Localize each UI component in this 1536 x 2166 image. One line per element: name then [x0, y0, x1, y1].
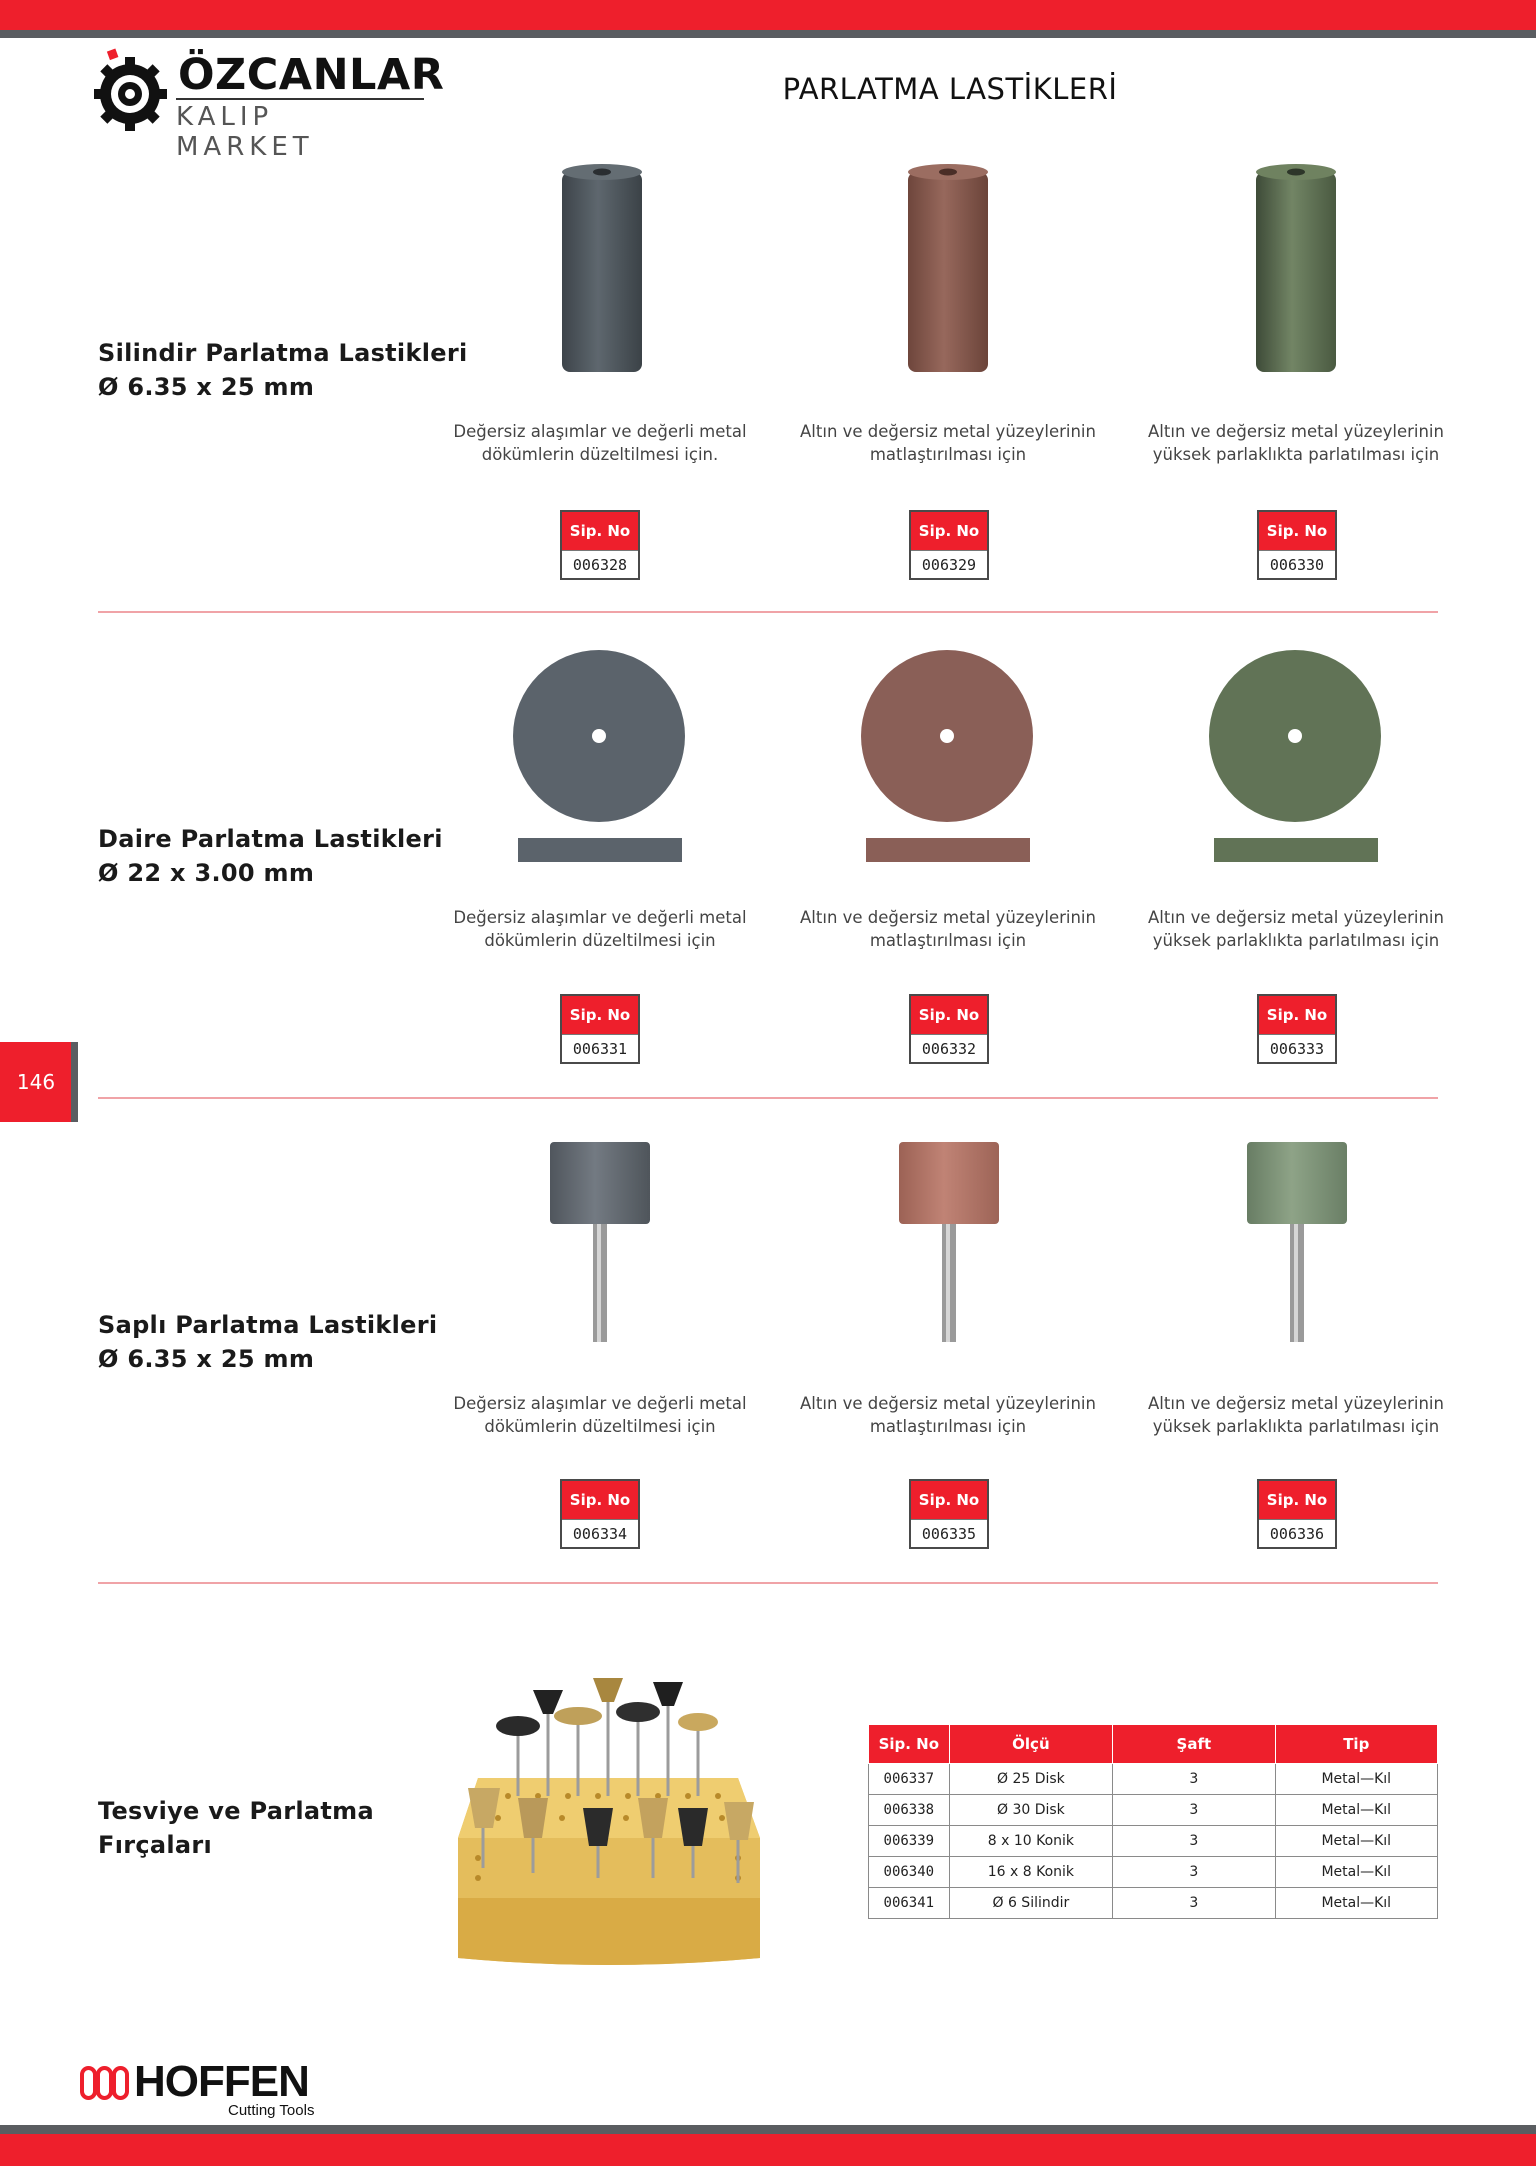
desc-line1: Altın ve değersiz metal yüzeylerinin [1148, 1394, 1444, 1413]
brush-spec-table [868, 1724, 1438, 1919]
cylinder-image-brown [906, 162, 990, 380]
desc-line1: Altın ve değersiz metal yüzeylerinin [800, 1394, 1096, 1413]
mounted-point-image-green [1245, 1138, 1349, 1344]
desc-line2: matlaştırılması için [869, 445, 1027, 464]
top-grey-bar [0, 30, 1536, 38]
product-description [440, 906, 760, 952]
table-cell: 006341 [869, 1888, 950, 1919]
table-cell: 006340 [869, 1857, 950, 1888]
order-label: Sip. No [1259, 512, 1335, 550]
table-cell: Metal—Kıl [1275, 1888, 1437, 1919]
column-header: Ölçü [949, 1725, 1113, 1764]
order-label: Sip. No [562, 512, 638, 550]
disk-image-grey [512, 648, 688, 864]
section-title-line2: Ø 22 x 3.00 mm [98, 859, 315, 887]
table-row [869, 1795, 1438, 1826]
page-number-tab [0, 1042, 78, 1122]
section-divider [98, 1582, 1438, 1584]
column-header: Şaft [1113, 1725, 1275, 1764]
order-number: 006333 [1259, 1034, 1335, 1063]
section-title-cylinder [98, 336, 467, 404]
table-cell: Ø 30 Disk [949, 1795, 1113, 1826]
order-number-box [1257, 1479, 1337, 1549]
page-tab-edge [71, 1042, 78, 1122]
product-description [788, 906, 1108, 952]
order-number: 006328 [562, 550, 638, 579]
product-description [440, 1392, 760, 1438]
order-label: Sip. No [911, 1481, 987, 1519]
order-number-box [560, 510, 640, 580]
product-description [440, 420, 760, 466]
table-header-row [869, 1725, 1438, 1764]
desc-line2: dökümlerin düzeltilmesi için. [481, 445, 719, 464]
desc-line2: matlaştırılması için [869, 1417, 1027, 1436]
table-row [869, 1857, 1438, 1888]
mounted-point-image-brown [897, 1138, 1001, 1344]
section-title-line1: Daire Parlatma Lastikleri [98, 825, 443, 853]
table-cell: 006339 [869, 1826, 950, 1857]
hoffen-logo [80, 2058, 340, 2118]
table-cell: 3 [1113, 1826, 1275, 1857]
table-cell: 3 [1113, 1888, 1275, 1919]
hoffen-tagline: Cutting Tools [228, 2102, 315, 2119]
desc-line1: Değersiz alaşımlar ve değerli metal [453, 908, 747, 927]
desc-line1: Altın ve değersiz metal yüzeylerinin [1148, 422, 1444, 441]
order-number-box [560, 1479, 640, 1549]
desc-line1: Değersiz alaşımlar ve değerli metal [453, 1394, 747, 1413]
order-number-box [909, 994, 989, 1064]
product-description [1136, 420, 1456, 466]
brand-subtitle: KALIP MARKET [176, 98, 424, 162]
order-label: Sip. No [1259, 996, 1335, 1034]
brand-name: ÖZCANLAR [178, 50, 445, 100]
section-title-mounted [98, 1308, 437, 1376]
desc-line1: Altın ve değersiz metal yüzeylerinin [1148, 908, 1444, 927]
order-number-box [909, 510, 989, 580]
table-cell: Metal—Kıl [1275, 1795, 1437, 1826]
order-label: Sip. No [911, 512, 987, 550]
section-divider [98, 611, 1438, 613]
section-title-line1: Tesviye ve Parlatma [98, 1797, 374, 1825]
desc-line1: Altın ve değersiz metal yüzeylerinin [800, 908, 1096, 927]
section-title-line1: Silindir Parlatma Lastikleri [98, 339, 468, 367]
column-header: Sip. No [869, 1725, 950, 1764]
section-title-brushes [98, 1794, 374, 1862]
column-header: Tip [1275, 1725, 1437, 1764]
order-number: 006334 [562, 1519, 638, 1548]
product-description [1136, 906, 1456, 952]
order-number: 006329 [911, 550, 987, 579]
desc-line2: matlaştırılması için [869, 931, 1027, 950]
table-row [869, 1764, 1438, 1795]
section-title-disk [98, 822, 443, 890]
mounted-point-image-grey [548, 1138, 652, 1344]
table-cell: Metal—Kıl [1275, 1764, 1437, 1795]
order-number-box [1257, 994, 1337, 1064]
cylinder-image-green [1254, 162, 1338, 380]
bottom-red-bar [0, 2134, 1536, 2166]
brush-set-image [438, 1668, 778, 1974]
desc-line2: yüksek parlaklıkta parlatılması için [1152, 445, 1440, 464]
table-cell: 006338 [869, 1795, 950, 1826]
table-cell: Ø 6 Silindir [949, 1888, 1113, 1919]
desc-line2: dökümlerin düzeltilmesi için [484, 1417, 716, 1436]
desc-line2: yüksek parlaklıkta parlatılması için [1152, 931, 1440, 950]
order-number: 006332 [911, 1034, 987, 1063]
table-cell: 3 [1113, 1764, 1275, 1795]
table-cell: 006337 [869, 1764, 950, 1795]
table-cell: 8 x 10 Konik [949, 1826, 1113, 1857]
gear-icon [94, 48, 170, 132]
product-description [1136, 1392, 1456, 1438]
order-number: 006335 [911, 1519, 987, 1548]
desc-line2: yüksek parlaklıkta parlatılması için [1152, 1417, 1440, 1436]
top-red-bar [0, 0, 1536, 30]
section-title-line2: Fırçaları [98, 1831, 213, 1859]
table-row [869, 1826, 1438, 1857]
hoffen-wordmark: HOFFEN [134, 2057, 309, 2106]
order-label: Sip. No [1259, 1481, 1335, 1519]
section-title-line2: Ø 6.35 x 25 mm [98, 373, 315, 401]
order-number: 006330 [1259, 550, 1335, 579]
page-number: 146 [16, 1070, 56, 1094]
desc-line1: Altın ve değersiz metal yüzeylerinin [800, 422, 1096, 441]
hoffen-rings-icon [80, 2064, 132, 2104]
table-cell: 3 [1113, 1795, 1275, 1826]
desc-line2: dökümlerin düzeltilmesi için [484, 931, 716, 950]
order-label: Sip. No [562, 1481, 638, 1519]
section-title-line2: Ø 6.35 x 25 mm [98, 1345, 315, 1373]
order-number-box [560, 994, 640, 1064]
disk-image-brown [860, 648, 1036, 864]
order-number-box [1257, 510, 1337, 580]
section-title-line1: Saplı Parlatma Lastikleri [98, 1311, 438, 1339]
table-cell: 16 x 8 Konik [949, 1857, 1113, 1888]
cylinder-image-grey [560, 162, 644, 380]
section-divider [98, 1097, 1438, 1099]
order-number-box [909, 1479, 989, 1549]
table-cell: 3 [1113, 1857, 1275, 1888]
order-label: Sip. No [911, 996, 987, 1034]
disk-image-green [1208, 648, 1384, 864]
order-number: 006336 [1259, 1519, 1335, 1548]
product-description [788, 420, 1108, 466]
table-row [869, 1888, 1438, 1919]
table-cell: Ø 25 Disk [949, 1764, 1113, 1795]
page-title: PARLATMA LASTİKLERİ [782, 72, 1118, 106]
desc-line1: Değersiz alaşımlar ve değerli metal [453, 422, 747, 441]
order-number: 006331 [562, 1034, 638, 1063]
table-cell: Metal—Kıl [1275, 1826, 1437, 1857]
bottom-grey-bar [0, 2125, 1536, 2134]
product-description [788, 1392, 1108, 1438]
order-label: Sip. No [562, 996, 638, 1034]
table-cell: Metal—Kıl [1275, 1857, 1437, 1888]
ozcanlar-logo [94, 48, 445, 162]
